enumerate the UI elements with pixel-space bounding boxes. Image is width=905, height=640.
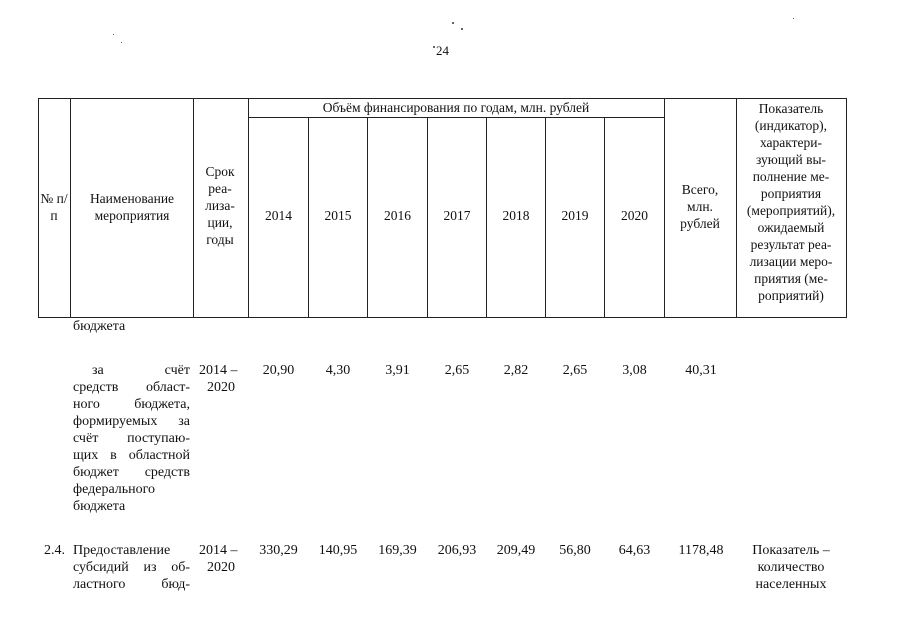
- row-name-line: средств област-: [73, 380, 190, 395]
- row-name-line: бюджета: [73, 499, 126, 514]
- header-financing-group: Объём финансирования по годам, млн. рублей: [322, 100, 590, 115]
- row-name-line: федерального: [73, 482, 156, 497]
- row-name-line: щих в областной: [73, 448, 190, 463]
- row-indicator-line: количество: [757, 560, 825, 575]
- row-total: 1178,48: [678, 543, 724, 558]
- header-year: 2019: [561, 208, 589, 223]
- row-name-line: формируемых за: [73, 414, 190, 429]
- row-value: 169,39: [378, 543, 417, 558]
- row-name-line: ластного бюд-: [73, 577, 190, 592]
- row-indicator-line: Показатель –: [752, 543, 830, 558]
- row-value: 4,30: [325, 363, 351, 378]
- page-number: 24: [436, 43, 449, 58]
- row-value: 2,65: [444, 363, 470, 378]
- header-year: 2017: [443, 208, 471, 223]
- header-year: 2018: [502, 208, 530, 223]
- row-value: 206,93: [437, 543, 477, 558]
- row-value: 3,91: [385, 363, 410, 378]
- header-name: Наименование мероприятия: [89, 191, 175, 223]
- row-value: 64,63: [618, 543, 651, 558]
- row-name-line: ного бюджета,: [73, 397, 190, 412]
- row-name-line: за счёт: [92, 363, 190, 378]
- header-year: 2014: [265, 208, 292, 223]
- header-no: № п/п: [40, 191, 68, 223]
- row-name: бюджета: [73, 319, 126, 334]
- row-value: 56,80: [559, 543, 591, 558]
- header-indicator: Показатель (индикатор), характери-зующий вы-полнение ме-роприятия (мероприятий), ожидаемый результат реа-лизации меро-приятия (ме-роприятий): [746, 101, 836, 303]
- header-year: 2020: [621, 208, 648, 223]
- header-term: Срок реа-лиза-ции, годы: [205, 164, 235, 247]
- row-total: 40,31: [685, 363, 717, 378]
- row-term: 2020: [207, 380, 235, 395]
- row-number: 2.4.: [44, 543, 65, 558]
- row-value: 209,49: [496, 543, 536, 558]
- row-value: 20,90: [262, 363, 295, 378]
- header-year: 2015: [324, 208, 352, 223]
- row-value: 2,65: [562, 363, 588, 378]
- row-indicator-line: населенных: [755, 577, 827, 592]
- row-value: 2,82: [503, 363, 529, 378]
- header-total: Всего, млн. рублей: [680, 182, 720, 231]
- row-name-line: бюджет средств: [73, 465, 190, 480]
- row-term: 2014 –: [199, 543, 238, 558]
- row-value: 140,95: [318, 543, 358, 558]
- row-name-line: Предоставление: [73, 543, 171, 558]
- row-name-line: субсидий из об-: [73, 560, 190, 575]
- row-term: 2020: [207, 560, 235, 575]
- row-term: 2014 –: [199, 363, 238, 378]
- header-year: 2016: [384, 208, 411, 223]
- row-value: 3,08: [622, 363, 647, 378]
- row-value: 330,29: [259, 543, 298, 558]
- row-name-line: счёт поступаю-: [73, 431, 190, 446]
